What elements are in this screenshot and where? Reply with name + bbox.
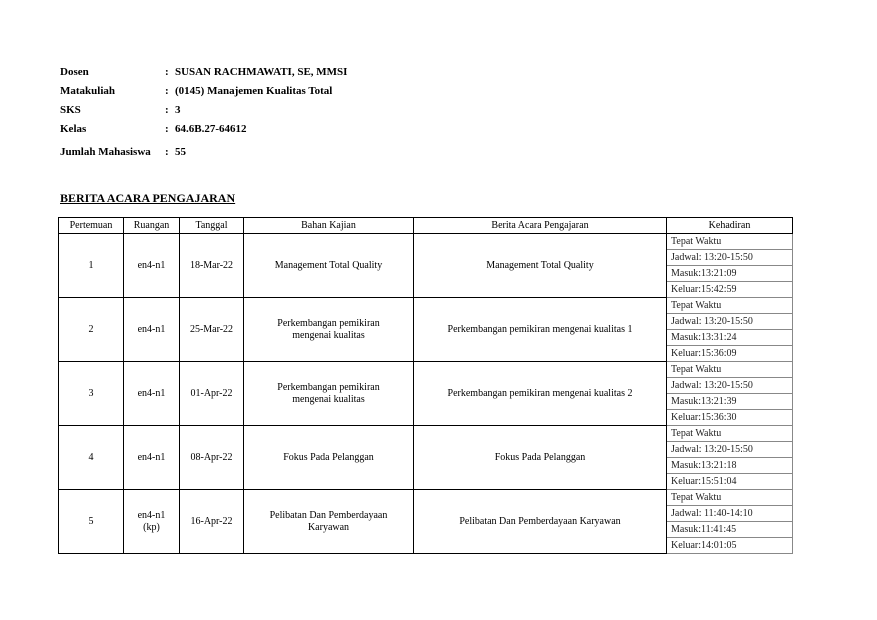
cell-kehadiran: Masuk:11:41:45 [667, 522, 793, 538]
cell-tanggal: 08-Apr-22 [180, 426, 244, 490]
cell-kehadiran: Tepat Waktu [667, 426, 793, 442]
cell-tanggal: 18-Mar-22 [180, 234, 244, 298]
col-header-ruangan: Ruangan [124, 218, 180, 234]
cell-kehadiran: Masuk:13:31:24 [667, 330, 793, 346]
cell-bahan-kajian: Management Total Quality [244, 234, 414, 298]
cell-bahan-kajian: Perkembangan pemikiran mengenai kualitas [244, 362, 414, 426]
info-label: Jumlah Mahasiswa [60, 146, 151, 158]
table-row [59, 426, 793, 442]
cell-kehadiran: Masuk:13:21:39 [667, 394, 793, 410]
info-value: 3 [175, 103, 181, 116]
course-info [60, 62, 347, 166]
col-header-kehadiran: Kehadiran [667, 218, 793, 234]
cell-kehadiran: Jadwal: 13:20-15:50 [667, 250, 793, 266]
cell-kehadiran: Jadwal: 13:20-15:50 [667, 442, 793, 458]
col-header-tanggal: Tanggal [180, 218, 244, 234]
cell-ruangan: en4-n1 [124, 298, 180, 362]
cell-kehadiran: Keluar:15:36:30 [667, 410, 793, 426]
cell-kehadiran: Tepat Waktu [667, 234, 793, 250]
cell-bahan-kajian: Fokus Pada Pelanggan [244, 426, 414, 490]
cell-kehadiran: Keluar:15:36:09 [667, 346, 793, 362]
table-row [59, 234, 793, 250]
cell-kehadiran: Masuk:13:21:18 [667, 458, 793, 474]
info-row-jumlah [60, 138, 347, 166]
info-label: Kelas [60, 122, 87, 135]
col-header-pertemuan: Pertemuan [59, 218, 124, 234]
cell-pertemuan: 2 [59, 298, 124, 362]
cell-berita-acara: Fokus Pada Pelanggan [414, 426, 667, 490]
table-row [59, 490, 793, 506]
info-value: 55 [175, 146, 186, 158]
col-header-bahan: Bahan Kajian [244, 218, 414, 234]
info-colon: : [165, 103, 169, 116]
cell-ruangan: en4-n1 [124, 234, 180, 298]
cell-pertemuan: 3 [59, 362, 124, 426]
cell-berita-acara: Perkembangan pemikiran mengenai kualitas 2 [414, 362, 667, 426]
cell-kehadiran: Keluar:15:42:59 [667, 282, 793, 298]
info-value: (0145) Manajemen Kualitas Total [175, 84, 333, 97]
cell-kehadiran: Jadwal: 13:20-15:50 [667, 378, 793, 394]
info-row-matakuliah [60, 81, 347, 100]
section-heading: BERITA ACARA PENGAJARAN [60, 191, 236, 205]
cell-tanggal: 25-Mar-22 [180, 298, 244, 362]
cell-ruangan: en4-n1 [124, 362, 180, 426]
info-value: SUSAN RACHMAWATI, SE, MMSI [175, 65, 348, 78]
table-header-row [59, 218, 793, 234]
info-colon: : [165, 65, 169, 78]
info-colon: : [165, 146, 169, 158]
cell-pertemuan: 1 [59, 234, 124, 298]
cell-ruangan: en4-n1 (kp) [124, 490, 180, 554]
cell-kehadiran: Keluar:14:01:05 [667, 538, 793, 554]
cell-kehadiran: Jadwal: 11:40-14:10 [667, 506, 793, 522]
cell-kehadiran: Masuk:13:21:09 [667, 266, 793, 282]
cell-berita-acara: Perkembangan pemikiran mengenai kualitas 1 [414, 298, 667, 362]
cell-kehadiran: Jadwal: 13:20-15:50 [667, 314, 793, 330]
cell-tanggal: 01-Apr-22 [180, 362, 244, 426]
cell-kehadiran: Tepat Waktu [667, 362, 793, 378]
info-row-dosen [60, 62, 347, 81]
info-label: Matakuliah [60, 84, 116, 97]
cell-pertemuan: 4 [59, 426, 124, 490]
attendance-table [58, 217, 793, 554]
cell-bahan-kajian: Perkembangan pemikiran mengenai kualitas [244, 298, 414, 362]
cell-bahan-kajian: Pelibatan Dan Pemberdayaan Karyawan [244, 490, 414, 554]
info-row-kelas [60, 119, 347, 138]
info-label: SKS [60, 103, 81, 116]
cell-tanggal: 16-Apr-22 [180, 490, 244, 554]
cell-kehadiran: Keluar:15:51:04 [667, 474, 793, 490]
info-row-sks [60, 100, 347, 119]
info-label: Dosen [60, 65, 89, 78]
cell-berita-acara: Management Total Quality [414, 234, 667, 298]
col-header-berita: Berita Acara Pengajaran [414, 218, 667, 234]
info-colon: : [165, 84, 169, 97]
table-row [59, 362, 793, 378]
cell-ruangan: en4-n1 [124, 426, 180, 490]
table-row [59, 298, 793, 314]
cell-berita-acara: Pelibatan Dan Pemberdayaan Karyawan [414, 490, 667, 554]
cell-pertemuan: 5 [59, 490, 124, 554]
info-value: 64.6B.27-64612 [175, 122, 247, 135]
info-colon: : [165, 122, 169, 135]
cell-kehadiran: Tepat Waktu [667, 298, 793, 314]
cell-kehadiran: Tepat Waktu [667, 490, 793, 506]
